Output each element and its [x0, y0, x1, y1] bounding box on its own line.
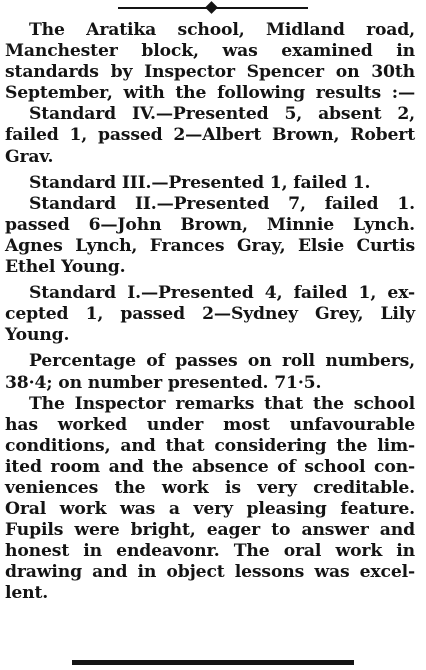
text-line: conditions, and that considering the lim- [5, 435, 415, 456]
text-line: Percentage of passes on roll numbers, [29, 351, 415, 372]
text-line: standards by Inspector Spencer on 30th [5, 62, 415, 83]
text-line: 38·4; on number presented. 71·5. [5, 372, 322, 393]
text-line: Agnes Lynch, Frances Gray, Elsie Curtis [5, 235, 415, 256]
text-line: Fupils were bright, eager to answer and [5, 520, 415, 541]
paragraph-standard-ii [5, 194, 415, 278]
text-line: Ethel Young. [5, 257, 126, 278]
text-line: Standard I.—Presented 4, failed 1, ex- [29, 283, 415, 304]
text-line: drawing and in object lessons was excel- [5, 562, 415, 583]
text-line: passed 6—John Brown, Minnie Lynch. [5, 214, 415, 235]
paragraph-percentage [5, 351, 415, 393]
text-line: Oral work was a very pleasing feature. [5, 499, 415, 520]
paragraph-standard-iii [5, 173, 415, 194]
paragraph-intro [5, 20, 415, 104]
text-line: The Aratika school, Midland road, [29, 20, 415, 40]
paragraph-standard-i [5, 283, 415, 346]
text-line: lent. [5, 583, 49, 604]
text-line: has worked under most unfavourable [5, 414, 415, 435]
newspaper-article [5, 20, 415, 605]
text-line: The Inspector remarks that the school [29, 393, 415, 414]
paragraph-standard-iv [5, 104, 415, 167]
text-line: Standard II.—Presented 7, failed 1. [29, 193, 415, 214]
text-line: honest in endeavonr. The oral work in [5, 541, 415, 562]
text-line: Manchester block, was examined in [5, 41, 415, 62]
text-line: Standard III.—Presented 1, failed 1. [29, 172, 371, 193]
bottom-separator-rule [72, 660, 354, 665]
paragraph-inspector-remarks [5, 394, 415, 605]
text-line: failed 1, passed 2—Albert Brown, Robert [5, 125, 415, 146]
text-line: September, with the following results :— [5, 83, 415, 104]
text-line: Young. [5, 325, 70, 346]
text-line: cepted 1, passed 2—Sydney Grey, Lily [5, 304, 415, 325]
text-line: Grav. [5, 146, 54, 167]
text-line: veniences the work is very creditable. [5, 477, 415, 498]
text-line: ited room and the absence of school con- [5, 456, 415, 477]
diamond-ornament-icon [205, 1, 218, 14]
text-line: Standard IV.—Presented 5, absent 2, [29, 104, 415, 125]
